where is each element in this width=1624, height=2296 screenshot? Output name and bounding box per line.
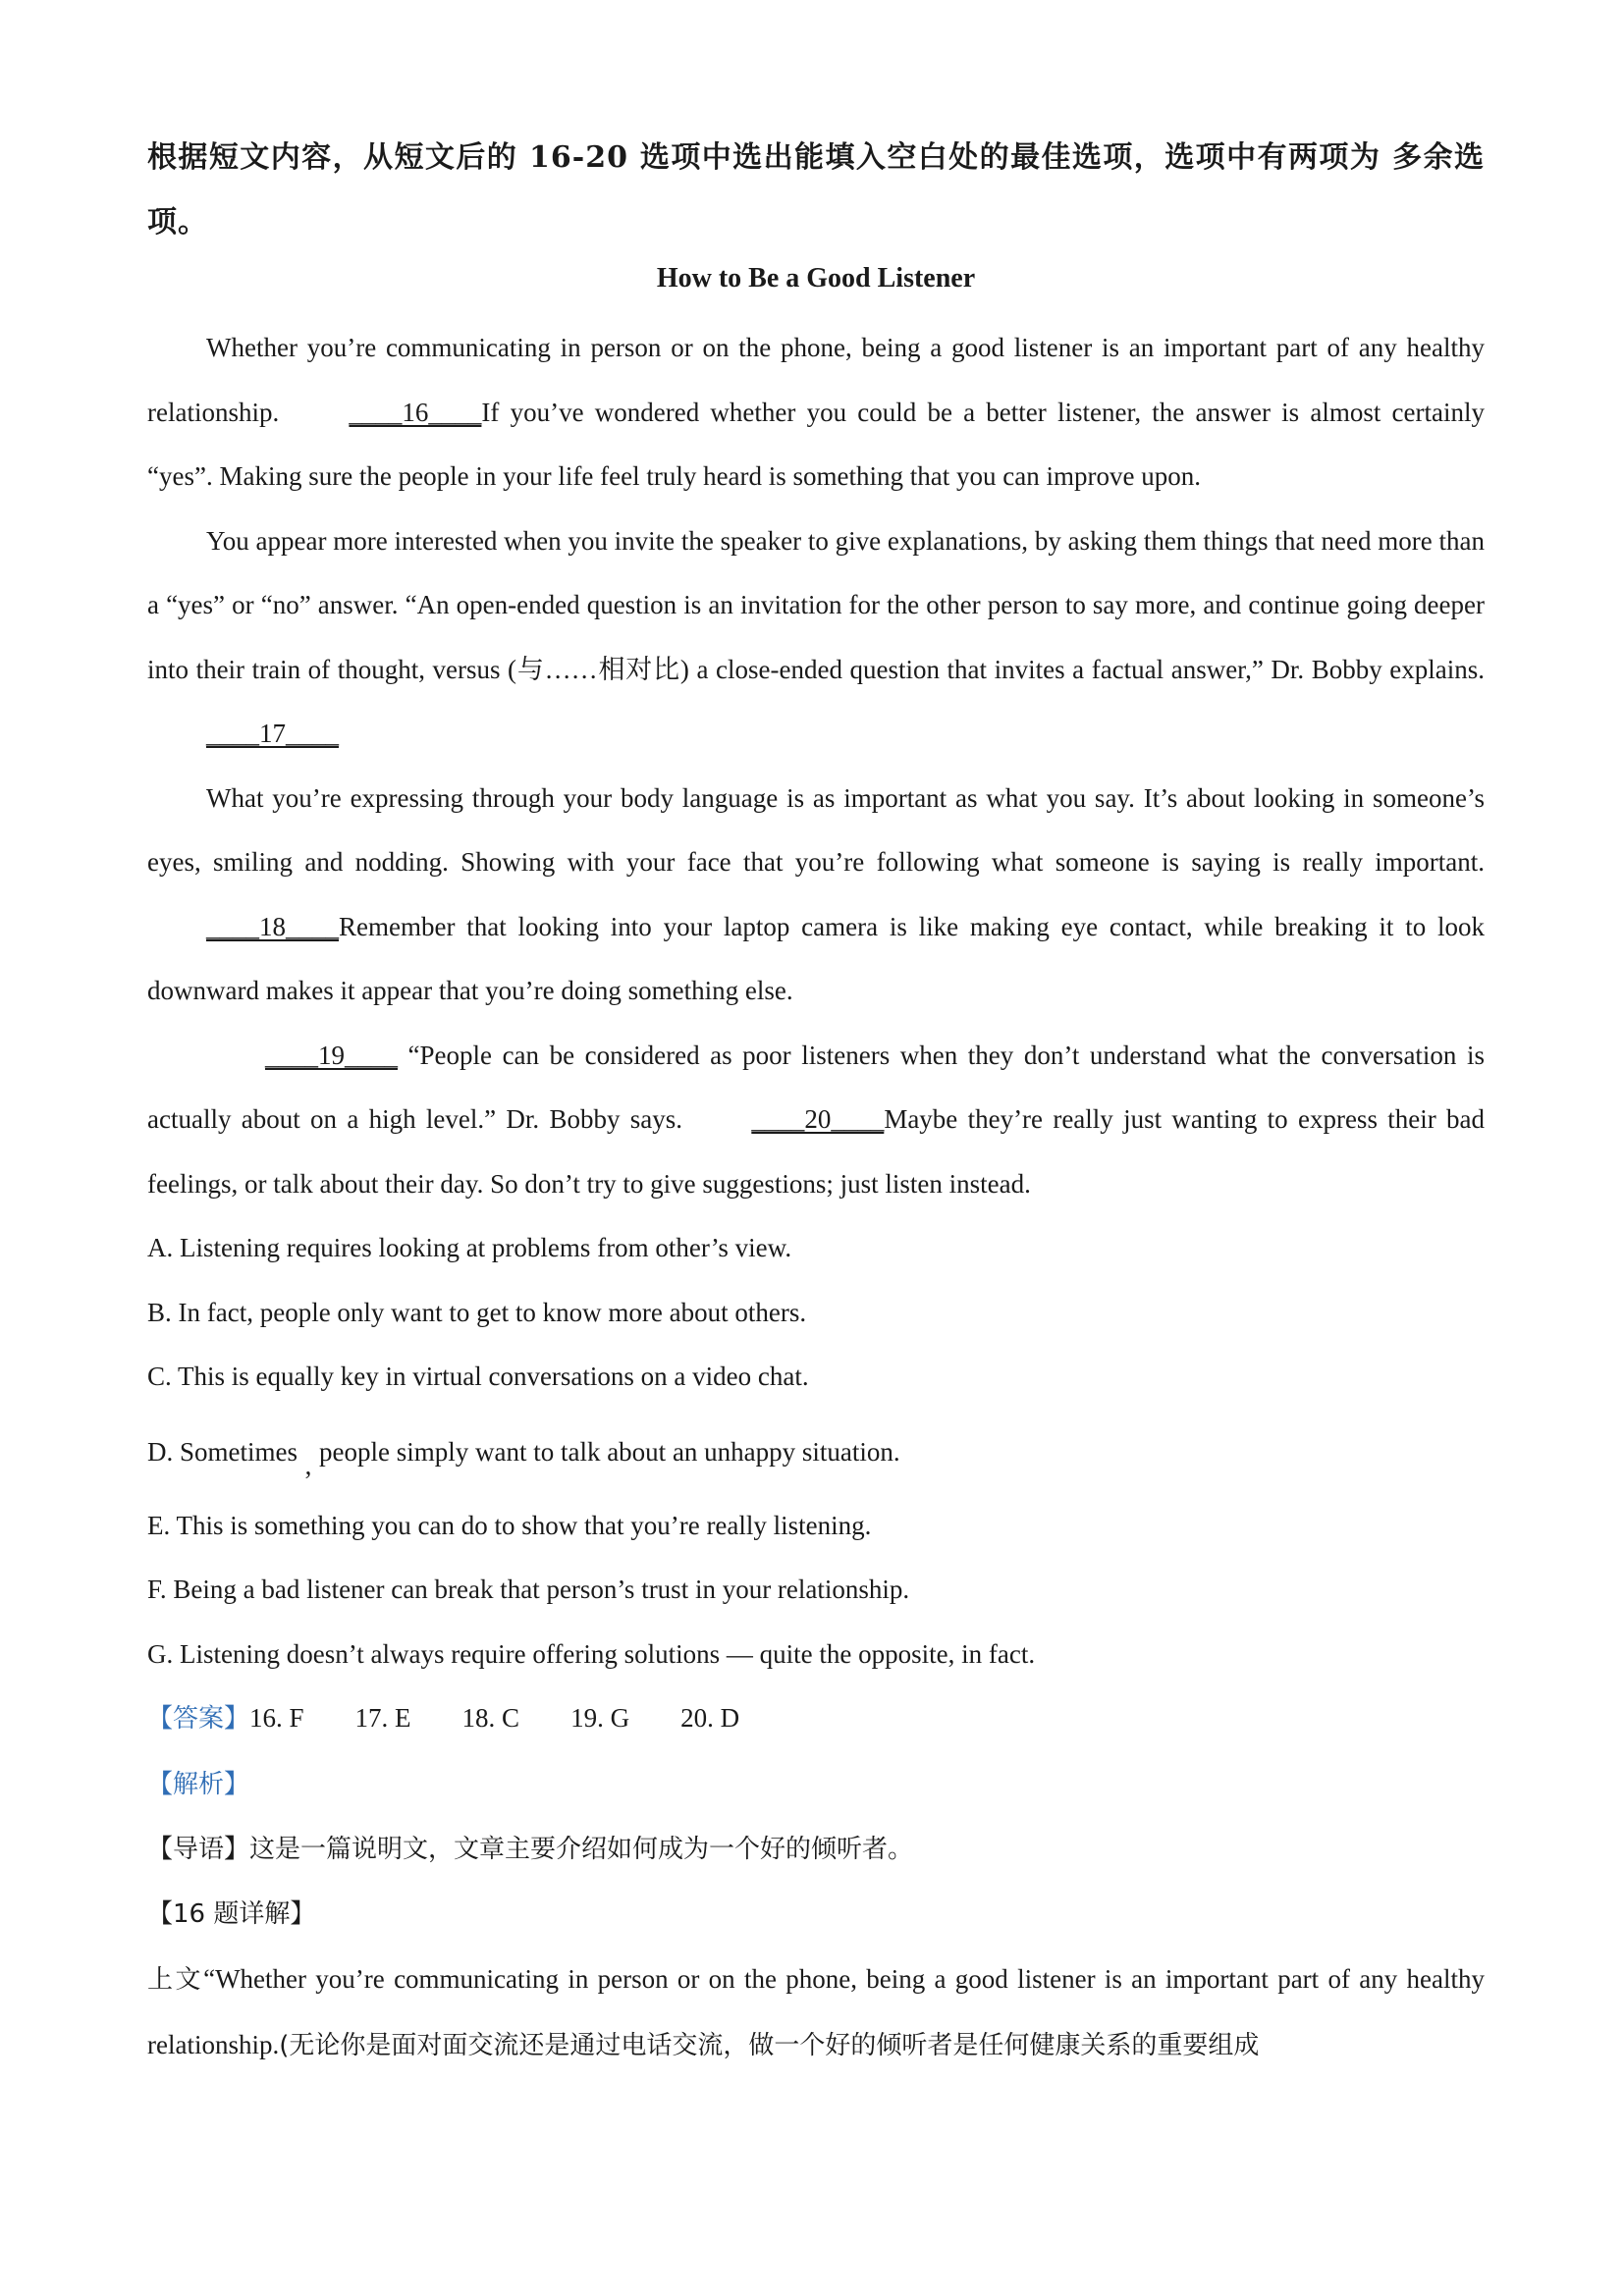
option-d-comma: , — [304, 1450, 312, 1480]
detail-16-heading: 【16 题详解】 — [147, 1898, 316, 1929]
detail-prefix: 上文 — [147, 1964, 204, 1995]
analysis-line — [147, 1752, 1485, 1817]
blank-19: ____19____ — [265, 1040, 398, 1070]
instruction-text: 根据短文内容，从短文后的 16-20 选项中选出能填入空白处的最佳选项，选项中有两项为 多余选项。 — [147, 140, 1485, 240]
blank-17: ____17____ — [206, 719, 339, 748]
answer-line — [147, 1686, 1485, 1752]
answer-item: 17. E — [354, 1703, 411, 1733]
answer-item: 20. D — [680, 1703, 740, 1733]
detail-quote-en: “Whether you’re communicating in person or on the phone, being a good listener is an important part of any healthy relationship. — [147, 1963, 1485, 2059]
option-a: A. Listening requires looking at problems from other’s view. — [147, 1233, 792, 1262]
option-g: G. Listening doesn’t always require offering solutions — quite the opposite, in fact. — [147, 1638, 1036, 1669]
guide-tag: 【导语】 — [147, 1834, 250, 1864]
document-page — [147, 126, 1485, 2078]
option-d-end: people simply want to talk about an unhappy situation. — [319, 1436, 900, 1467]
blank-20: ____20____ — [751, 1104, 885, 1134]
passage-paragraph-1 — [147, 316, 1485, 509]
paragraph-text: Remember that looking into your laptop camera is like making eye contact, while breaking it to look downward makes it appear that you’re doing something else. — [147, 911, 1485, 1005]
answer-item: 16. F — [249, 1703, 304, 1733]
paragraph-text: You appear more interested when you invite the speaker to give explanations, by asking them things that need more than a “yes” or “no” answer. “An open-ended question is an invitation for the other person to say more, and continue going deeper into their train of thought, versus (与……相对比) a close-ended question that invites a factual answer,” Dr. Bobby explains. — [147, 525, 1485, 684]
guide-text: 这是一篇说明文，文章主要介绍如何成为一个好的倾听者。 — [249, 1834, 914, 1864]
answer-tag: 【答案】 — [147, 1704, 250, 1734]
paragraph-text: What you’re expressing through your body language is as important as what you say. It’s about looking in someone’s eyes, smiling and nodding. Showing with your face that you’re following what someone is saying is really important. — [147, 782, 1485, 877]
answer-item: 19. G — [570, 1703, 630, 1733]
paragraph-text: “People can be considered as poor listeners when they don’t understand what the conversation is actually about on a high level.” Dr. Bobby says. — [147, 1040, 1485, 1134]
option-f: F. Being a bad listener can break that person’s trust in your relationship. — [147, 1575, 910, 1604]
passage-paragraph-3 — [147, 767, 1485, 1024]
analysis-tag: 【解析】 — [147, 1769, 250, 1799]
option-b: B. In fact, people only want to get to know more about others. — [147, 1297, 807, 1327]
passage-paragraph-4 — [147, 1024, 1485, 1217]
answer-item: 18. C — [461, 1703, 520, 1733]
guide-line — [147, 1817, 1485, 1882]
blank-16: ____16____ — [349, 397, 482, 427]
option-c: C. This is equally key in virtual conversations on a video chat. — [147, 1362, 809, 1391]
passage-paragraph-2 — [147, 509, 1485, 767]
option-d — [147, 1410, 1485, 1494]
paragraph-text: Whether you’re communicating in person or on the phone, being a good listener is an important part of any healthy relationship. — [147, 333, 1485, 427]
blank-18: ____18____ — [206, 911, 339, 941]
paragraph-text: Maybe they’re really just wanting to express their bad feelings, or talk about their day. So don’t try to give suggestions; just listen instead. — [147, 1104, 1486, 1199]
option-e: E. This is something you can do to show that you’re really listening. — [147, 1510, 872, 1540]
passage-title: How to Be a Good Listener — [656, 263, 976, 294]
detail-16-text — [147, 1947, 1485, 2078]
options-list — [147, 1216, 1485, 1686]
paragraph-text: If you’ve wondered whether you could be a better listener, the answer is almost certainly “yes”. Making sure the people in your life feel truly heard is something that you can improve upon. — [147, 397, 1485, 491]
option-d-start: D. Sometimes — [147, 1436, 298, 1467]
detail-quote-cn: (无论你是面对面交流还是通过电话交流，做一个好的倾听者是任何健康关系的重要组成 — [279, 2030, 1260, 2060]
